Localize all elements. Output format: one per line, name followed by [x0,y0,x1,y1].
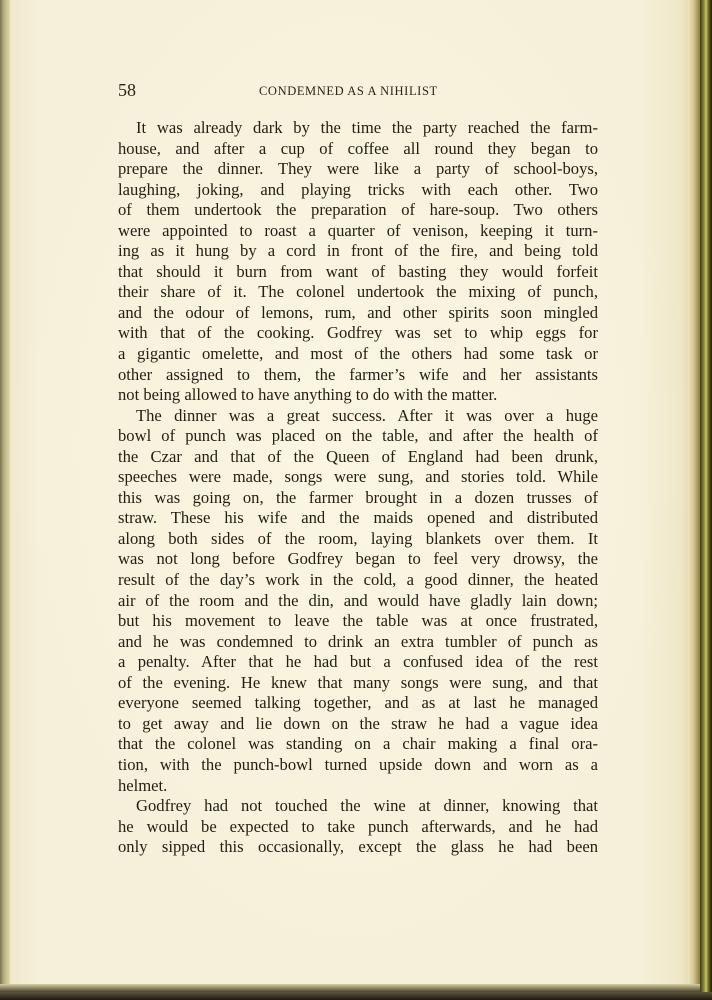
body-text [118,118,598,858]
running-head: CONDEMNED AS A NIHILIST [259,84,438,98]
text-line: result of the day’s work in the cold, a good dinner, the heated [118,570,598,590]
text-line: to get away and lie down on the straw he had a vague idea [118,713,598,733]
text-line: house, and after a cup of coffee all round they began to [118,138,598,158]
text-line: Godfrey had not touched the wine at dinner, knowing that [136,796,598,816]
text-line: everyone seemed talking together, and as at last he managed [118,693,598,713]
text-line: this was going on, the farmer brought in a dozen trusses of [118,487,598,507]
text-line: the Czar and that of the Queen of England had been drunk, [118,446,598,466]
text-line: their share of it. The colonel undertook the mixing of punch, [118,282,598,302]
page-bottom-edge [0,984,700,992]
text-line: ing as it hung by a cord in front of the fire, and being told [118,241,598,261]
text-line: a penalty. After that he had but a confused idea of the rest [118,652,598,672]
text-line: speeches were made, songs were sung, and stories told. While [118,467,598,487]
text-line: that the colonel was standing on a chair making a final ora- [118,734,598,754]
page-edge [688,0,700,992]
text-line: The dinner was a great success. After it was over a huge [136,405,598,425]
text-line: along both sides of the room, laying blankets over them. It [118,528,598,548]
text-line: other assigned to them, the farmer’s wife and her assistants [118,364,598,384]
text-line: with that of the cooking. Godfrey was set to whip eggs for [118,323,598,343]
text-line: air of the room and the din, and would have gladly lain down; [118,590,598,610]
text-line: laughing, joking, and playing tricks with each other. Two [118,179,598,199]
book-edge-shadow [700,0,712,1000]
text-line: only sipped this occasionally, except the glass he had been [118,837,598,857]
text-line: he would be expected to take punch afterwards, and he had [118,816,598,836]
text-line: It was already dark by the time the party reached the farm- [136,118,598,137]
text-line: and the odour of lemons, rum, and other spirits soon mingled [118,302,598,322]
text-line: but his movement to leave the table was at once frustrated, [118,611,598,631]
text-line: was not long before Godfrey began to feel very drowsy, the [118,549,598,569]
text-line: not being allowed to have anything to do with the matter. [118,385,498,405]
text-line: were appointed to roast a quarter of venison, keeping it turn- [118,220,598,240]
text-line: of them undertook the preparation of hare-soup. Two others [118,200,598,220]
text-line: prepare the dinner. They were like a party of school-boys, [118,159,598,179]
text-line: a gigantic omelette, and most of the others had some task or [118,344,598,364]
text-line: that should it burn from want of basting they would forfeit [118,261,598,281]
text-line: helmet. [118,775,168,795]
text-line: of the evening. He knew that many songs were sung, and that [118,672,598,692]
text-line: and he was condemned to drink an extra tumbler of punch as [118,631,598,651]
text-line: tion, with the punch-bowl turned upside down and worn as a [118,754,598,774]
page-gutter [0,0,10,992]
text-line: straw. These his wife and the maids opened and distributed [118,508,598,528]
book-bottom-shadow [0,992,712,1000]
page-header [118,80,598,102]
text-line: bowl of punch was placed on the table, and after the health of [118,426,598,446]
page-number: 58 [118,80,136,100]
